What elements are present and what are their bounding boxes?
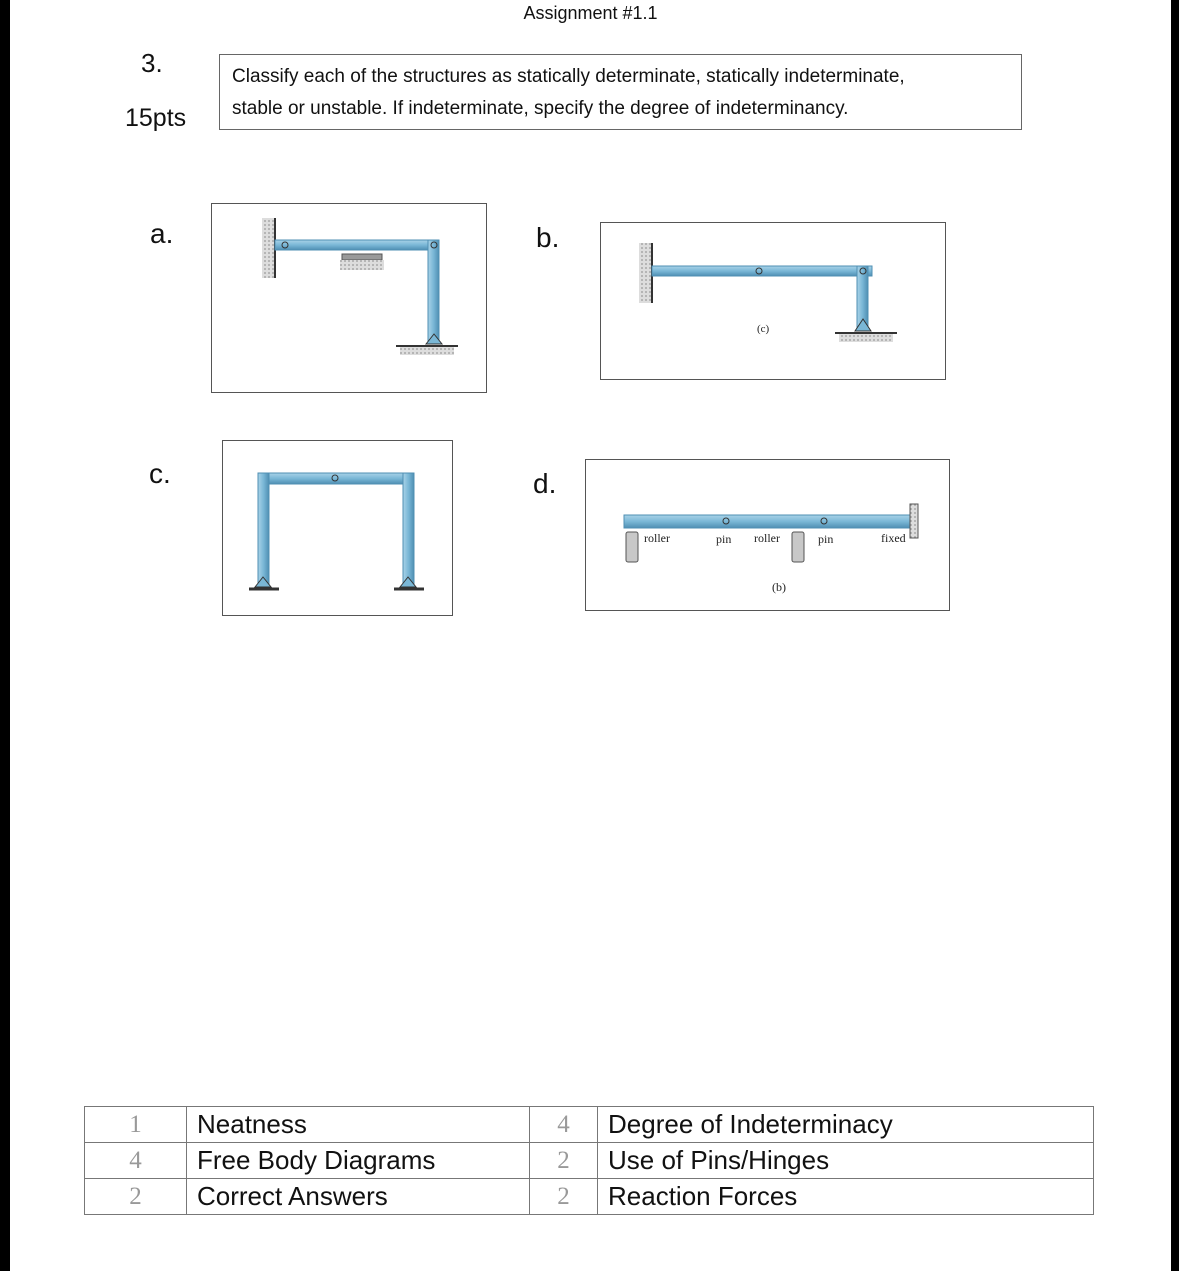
tag-fixed: fixed	[881, 531, 906, 545]
wall-support	[639, 243, 651, 303]
figure-b-caption: (c)	[757, 323, 770, 335]
tag-roller-1: roller	[644, 531, 670, 545]
figure-a-drawing	[212, 204, 488, 394]
rubric-points: 2	[530, 1179, 598, 1215]
question-number: 3.	[141, 48, 163, 78]
roller-support-icon	[626, 532, 638, 562]
figure-b	[600, 222, 946, 380]
right-column	[428, 240, 439, 344]
part-c-label: c.	[149, 458, 171, 489]
rubric-criterion: Free Body Diagrams	[187, 1143, 530, 1179]
part-d-label: d.	[533, 468, 557, 499]
figure-c	[222, 440, 453, 616]
rubric-criterion: Use of Pins/Hinges	[598, 1143, 1094, 1179]
document-page	[10, 0, 1171, 1271]
continuous-beam	[624, 515, 910, 528]
rubric-points: 2	[530, 1143, 598, 1179]
rubric-points: 2	[85, 1179, 187, 1215]
page-title: Assignment #1.1	[523, 3, 658, 23]
top-beam	[275, 240, 433, 250]
table-row	[85, 1179, 1094, 1215]
wall-support	[262, 218, 274, 278]
tag-pin-1: pin	[716, 532, 732, 546]
rubric-points: 1	[85, 1107, 187, 1143]
rubric-criterion: Reaction Forces	[598, 1179, 1094, 1215]
roller-support-icon	[342, 254, 382, 260]
figure-c-drawing	[223, 441, 454, 617]
part-a-label: a.	[150, 218, 174, 249]
table-row	[85, 1143, 1094, 1179]
figure-d	[585, 459, 950, 611]
right-column	[403, 473, 414, 585]
figure-d-caption: (b)	[772, 580, 786, 594]
rubric-criterion: Correct Answers	[187, 1179, 530, 1215]
tag-pin-2: pin	[818, 532, 834, 546]
rubric-points: 4	[85, 1143, 187, 1179]
rubric-points: 4	[530, 1107, 598, 1143]
question-points: 15pts	[125, 104, 187, 132]
roller-support-icon	[792, 532, 804, 562]
tag-roller-2: roller	[754, 531, 780, 545]
instruction-line-2: stable or unstable. If indeterminate, specify the degree of indeterminancy.	[232, 98, 849, 119]
grading-rubric	[84, 1106, 1094, 1215]
rubric-criterion: Neatness	[187, 1107, 530, 1143]
figure-b-drawing	[601, 223, 947, 381]
instruction-line-1: Classify each of the structures as statically determinate, statically indeterminate,	[232, 66, 905, 87]
figure-a	[211, 203, 487, 393]
rubric-criterion: Degree of Indeterminacy	[598, 1107, 1094, 1143]
part-b-label: b.	[536, 222, 560, 253]
fixed-support-icon	[910, 504, 918, 538]
table-row	[85, 1107, 1094, 1143]
left-column	[258, 473, 269, 585]
